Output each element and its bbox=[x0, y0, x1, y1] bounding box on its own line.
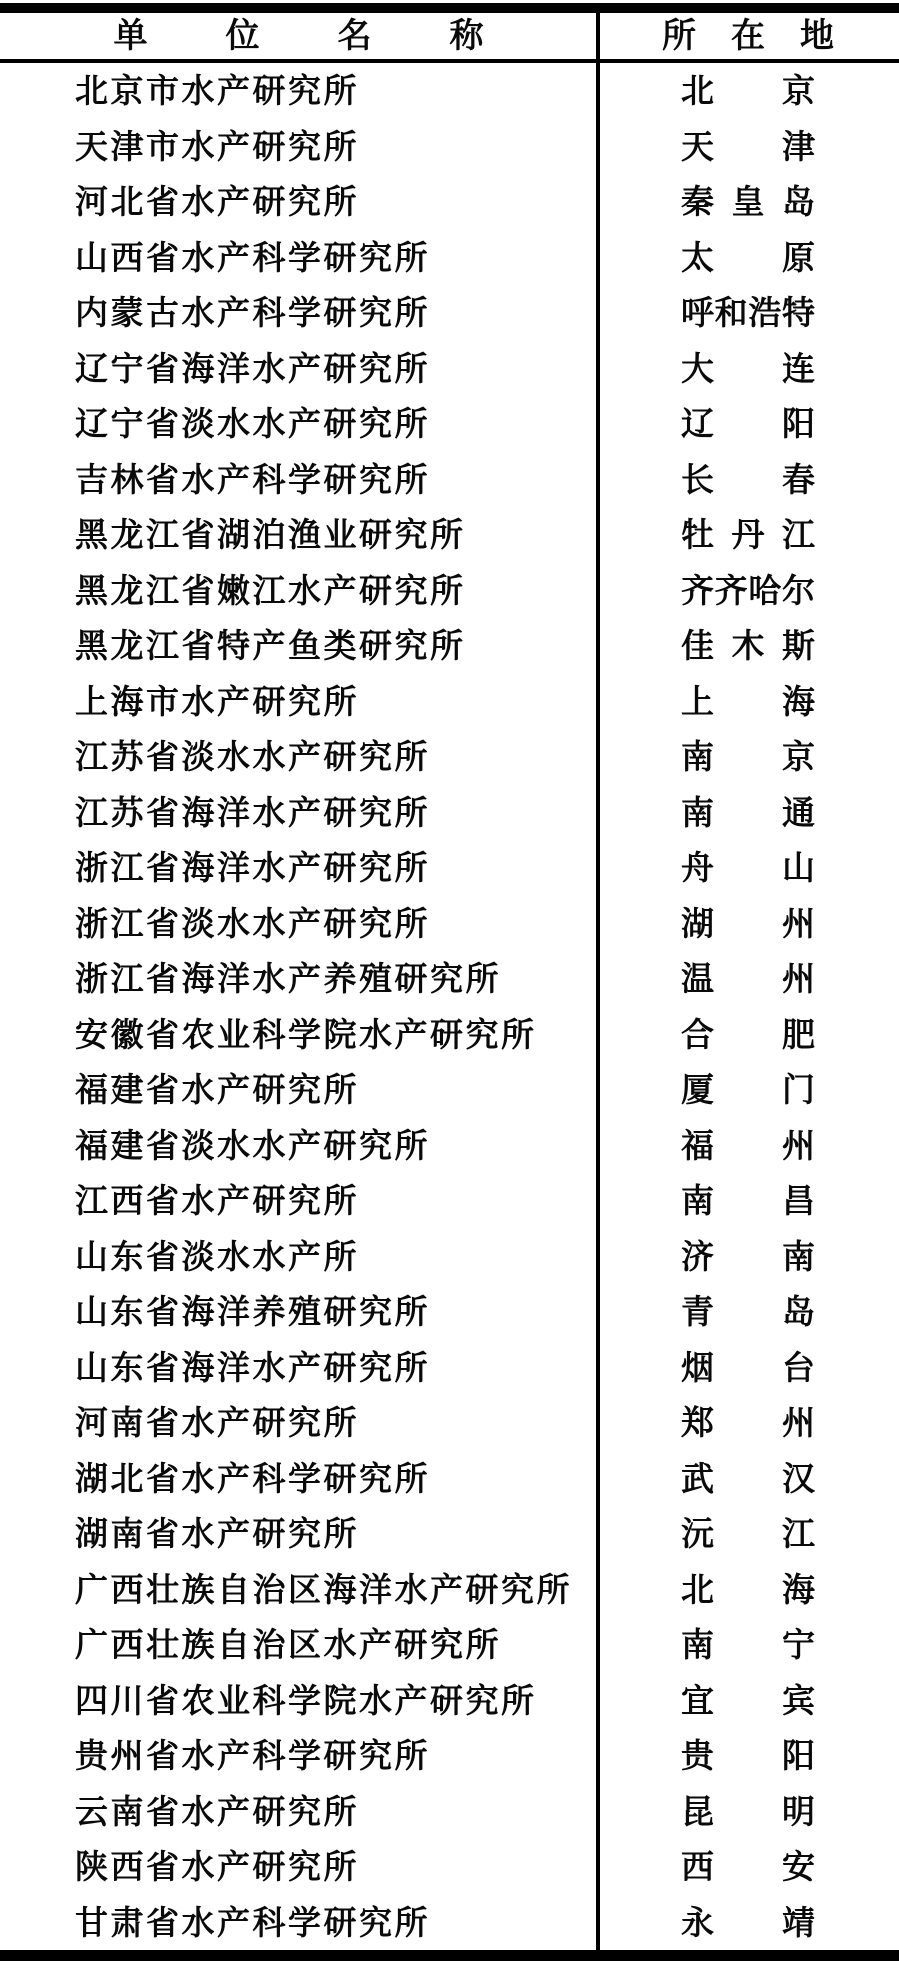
unit-name-cell: 黑龙江省特产鱼类研究所 bbox=[75, 627, 466, 665]
location-char: 岛 bbox=[782, 1293, 815, 1331]
location-text bbox=[681, 1792, 815, 1830]
location-text bbox=[681, 1459, 815, 1497]
unit-name-cell: 辽宁省海洋水产研究所 bbox=[75, 349, 430, 387]
location-char: 辽 bbox=[681, 405, 714, 443]
unit-name-cell: 内蒙古水产科学研究所 bbox=[75, 294, 430, 332]
header-unit-name-cell bbox=[0, 13, 597, 59]
location-char: 州 bbox=[782, 1404, 815, 1442]
location-char: 佳 bbox=[681, 627, 714, 665]
location-char: 天 bbox=[681, 127, 714, 165]
unit-name-cell: 江苏省海洋水产研究所 bbox=[75, 793, 430, 831]
location-cell bbox=[597, 904, 899, 942]
location-cell bbox=[597, 1737, 899, 1775]
location-text bbox=[681, 1681, 815, 1719]
unit-name-cell: 浙江省海洋水产养殖研究所 bbox=[75, 960, 501, 998]
location-char: 武 bbox=[681, 1459, 714, 1497]
location-cell bbox=[597, 1903, 899, 1941]
table-row bbox=[0, 1173, 899, 1229]
table-row bbox=[0, 1839, 899, 1895]
location-char: 通 bbox=[782, 793, 815, 831]
location-text bbox=[681, 1348, 815, 1386]
location-char: 丹 bbox=[731, 516, 765, 554]
location-char: 南 bbox=[782, 1237, 815, 1275]
location-char: 连 bbox=[782, 349, 815, 387]
location-char: 津 bbox=[782, 127, 815, 165]
unit-name-cell: 天津市水产研究所 bbox=[75, 127, 359, 165]
location-text bbox=[681, 183, 815, 221]
header-location-label bbox=[662, 19, 834, 53]
location-char: 北 bbox=[681, 1570, 714, 1608]
location-text bbox=[681, 1848, 815, 1886]
unit-name-cell: 福建省水产研究所 bbox=[75, 1071, 359, 1109]
location-cell bbox=[597, 682, 899, 720]
location-text bbox=[681, 1237, 815, 1275]
location-text bbox=[681, 1404, 815, 1442]
table-row bbox=[0, 1728, 899, 1784]
unit-name-cell: 湖南省水产研究所 bbox=[75, 1515, 359, 1553]
location-text bbox=[681, 960, 815, 998]
location-char: 北 bbox=[681, 72, 714, 110]
unit-name-cell: 陕西省水产研究所 bbox=[75, 1848, 359, 1886]
table-row bbox=[0, 1617, 899, 1673]
unit-name-cell: 黑龙江省嫩江水产研究所 bbox=[75, 571, 466, 609]
location-char: 郑 bbox=[681, 1404, 714, 1442]
location-char: 南 bbox=[681, 738, 714, 776]
location-cell bbox=[597, 1404, 899, 1442]
location-text bbox=[681, 682, 815, 720]
header-char: 名 bbox=[337, 17, 372, 55]
location-char: 靖 bbox=[782, 1903, 815, 1941]
header-char: 地 bbox=[800, 17, 834, 55]
location-char: 州 bbox=[782, 960, 815, 998]
location-cell bbox=[597, 1626, 899, 1664]
unit-name-cell: 山东省海洋养殖研究所 bbox=[75, 1293, 430, 1331]
table-row bbox=[0, 285, 899, 341]
location-text bbox=[681, 1015, 815, 1053]
location-cell bbox=[597, 571, 899, 609]
table-header-row bbox=[0, 13, 899, 59]
location-cell bbox=[597, 1293, 899, 1331]
location-char: 肥 bbox=[782, 1015, 815, 1053]
location-text bbox=[681, 294, 815, 332]
unit-name-cell: 吉林省水产科学研究所 bbox=[75, 460, 430, 498]
location-cell bbox=[597, 516, 899, 554]
location-char: 昆 bbox=[681, 1792, 714, 1830]
location-cell bbox=[597, 294, 899, 332]
location-cell bbox=[597, 127, 899, 165]
location-char: 永 bbox=[681, 1903, 714, 1941]
unit-name-cell: 上海市水产研究所 bbox=[75, 682, 359, 720]
table-row bbox=[0, 507, 899, 563]
location-char: 山 bbox=[782, 849, 815, 887]
table-row bbox=[0, 1284, 899, 1340]
location-char: 海 bbox=[782, 682, 815, 720]
location-cell bbox=[597, 738, 899, 776]
table-row bbox=[0, 674, 899, 730]
location-text bbox=[681, 238, 815, 276]
location-char: 京 bbox=[782, 72, 815, 110]
location-char: 宜 bbox=[681, 1681, 714, 1719]
location-char: 阳 bbox=[782, 405, 815, 443]
location-cell bbox=[597, 1237, 899, 1275]
location-char: 烟 bbox=[681, 1348, 714, 1386]
location-char: 昌 bbox=[782, 1182, 815, 1220]
table-row bbox=[0, 63, 899, 119]
table-row bbox=[0, 1895, 899, 1951]
unit-name-cell: 黑龙江省湖泊渔业研究所 bbox=[75, 516, 466, 554]
location-text bbox=[681, 1626, 815, 1664]
column-divider-rule bbox=[596, 3, 600, 1953]
unit-name-cell: 北京市水产研究所 bbox=[75, 72, 359, 110]
location-char: 明 bbox=[782, 1792, 815, 1830]
location-char: 济 bbox=[681, 1237, 714, 1275]
location-text bbox=[681, 405, 815, 443]
unit-name-cell: 甘肃省水产科学研究所 bbox=[75, 1903, 430, 1941]
location-char: 和 bbox=[714, 294, 748, 332]
location-char: 尔 bbox=[781, 571, 815, 609]
location-cell bbox=[597, 1570, 899, 1608]
location-char: 秦 bbox=[681, 183, 714, 221]
location-cell bbox=[597, 1459, 899, 1497]
table-row bbox=[0, 1395, 899, 1451]
table-row bbox=[0, 618, 899, 674]
bottom-rule bbox=[0, 1950, 899, 1961]
top-rule bbox=[0, 3, 899, 13]
unit-name-cell: 浙江省淡水水产研究所 bbox=[75, 904, 430, 942]
location-char: 台 bbox=[782, 1348, 815, 1386]
location-cell bbox=[597, 1792, 899, 1830]
location-text bbox=[681, 793, 815, 831]
location-text bbox=[681, 571, 815, 609]
table-row bbox=[0, 1229, 899, 1285]
unit-name-cell: 安徽省农业科学院水产研究所 bbox=[75, 1015, 537, 1053]
location-char: 斯 bbox=[782, 627, 815, 665]
location-cell bbox=[597, 849, 899, 887]
location-cell bbox=[597, 1071, 899, 1109]
location-cell bbox=[597, 72, 899, 110]
location-char: 合 bbox=[681, 1015, 714, 1053]
location-char: 南 bbox=[681, 1626, 714, 1664]
header-char: 所 bbox=[662, 17, 696, 55]
location-cell bbox=[597, 627, 899, 665]
location-text bbox=[681, 738, 815, 776]
unit-name-cell: 福建省淡水水产研究所 bbox=[75, 1126, 430, 1164]
table-row bbox=[0, 1562, 899, 1618]
table-row bbox=[0, 1340, 899, 1396]
location-char: 宾 bbox=[782, 1681, 815, 1719]
location-char: 州 bbox=[782, 904, 815, 942]
location-char: 青 bbox=[681, 1293, 714, 1331]
header-char: 位 bbox=[225, 17, 260, 55]
unit-name-cell: 广西壮族自治区海洋水产研究所 bbox=[75, 1570, 572, 1608]
location-text bbox=[681, 460, 815, 498]
unit-name-cell: 河北省水产研究所 bbox=[75, 183, 359, 221]
table-row bbox=[0, 896, 899, 952]
header-location-cell bbox=[597, 13, 899, 59]
unit-name-cell: 贵州省水产科学研究所 bbox=[75, 1737, 430, 1775]
table-row bbox=[0, 1506, 899, 1562]
location-char: 齐 bbox=[714, 571, 748, 609]
location-cell bbox=[597, 183, 899, 221]
unit-name-cell: 江西省水产研究所 bbox=[75, 1182, 359, 1220]
location-text bbox=[681, 904, 815, 942]
location-char: 呼 bbox=[681, 294, 714, 332]
table-row bbox=[0, 840, 899, 896]
table-row bbox=[0, 1451, 899, 1507]
location-char: 福 bbox=[681, 1126, 714, 1164]
table-row bbox=[0, 1118, 899, 1174]
location-cell bbox=[597, 238, 899, 276]
location-char: 舟 bbox=[681, 849, 714, 887]
table-row bbox=[0, 1784, 899, 1840]
unit-name-cell: 河南省水产研究所 bbox=[75, 1404, 359, 1442]
table-row bbox=[0, 729, 899, 785]
location-char: 春 bbox=[782, 460, 815, 498]
table-row bbox=[0, 341, 899, 397]
unit-name-cell: 云南省水产研究所 bbox=[75, 1792, 359, 1830]
location-char: 安 bbox=[782, 1848, 815, 1886]
location-char: 长 bbox=[681, 460, 714, 498]
location-char: 汉 bbox=[782, 1459, 815, 1497]
location-char: 贵 bbox=[681, 1737, 714, 1775]
location-cell bbox=[597, 1681, 899, 1719]
location-cell bbox=[597, 349, 899, 387]
location-char: 厦 bbox=[681, 1071, 714, 1109]
location-char: 浩 bbox=[748, 294, 782, 332]
location-cell bbox=[597, 405, 899, 443]
location-char: 特 bbox=[781, 294, 815, 332]
location-text bbox=[681, 849, 815, 887]
location-char: 沅 bbox=[681, 1515, 714, 1553]
location-text bbox=[681, 1126, 815, 1164]
location-char: 温 bbox=[681, 960, 714, 998]
location-cell bbox=[597, 1515, 899, 1553]
location-text bbox=[681, 1903, 815, 1941]
location-char: 门 bbox=[782, 1071, 815, 1109]
location-cell bbox=[597, 1848, 899, 1886]
location-char: 齐 bbox=[681, 571, 714, 609]
table-row bbox=[0, 119, 899, 175]
unit-name-cell: 山西省水产科学研究所 bbox=[75, 238, 430, 276]
location-char: 岛 bbox=[782, 183, 815, 221]
location-text bbox=[681, 1737, 815, 1775]
location-char: 牡 bbox=[681, 516, 714, 554]
table-row bbox=[0, 230, 899, 286]
unit-name-cell: 湖北省水产科学研究所 bbox=[75, 1459, 430, 1497]
location-cell bbox=[597, 1182, 899, 1220]
location-char: 哈 bbox=[748, 571, 782, 609]
location-char: 大 bbox=[681, 349, 714, 387]
location-cell bbox=[597, 1348, 899, 1386]
location-text bbox=[681, 1570, 815, 1608]
location-text bbox=[681, 1071, 815, 1109]
location-text bbox=[681, 72, 815, 110]
header-unit-name-label bbox=[114, 19, 484, 53]
location-cell bbox=[597, 960, 899, 998]
unit-name-cell: 广西壮族自治区水产研究所 bbox=[75, 1626, 501, 1664]
location-char: 南 bbox=[681, 1182, 714, 1220]
location-text bbox=[681, 127, 815, 165]
header-char: 单 bbox=[113, 17, 148, 55]
location-cell bbox=[597, 793, 899, 831]
location-char: 湖 bbox=[681, 904, 714, 942]
table-row bbox=[0, 785, 899, 841]
location-char: 西 bbox=[681, 1848, 714, 1886]
location-char: 江 bbox=[782, 516, 815, 554]
location-char: 海 bbox=[782, 1570, 815, 1608]
header-char: 在 bbox=[731, 17, 765, 55]
location-text bbox=[681, 1515, 815, 1553]
location-cell bbox=[597, 460, 899, 498]
unit-name-cell: 四川省农业科学院水产研究所 bbox=[75, 1681, 537, 1719]
location-char: 木 bbox=[731, 627, 765, 665]
location-char: 阳 bbox=[782, 1737, 815, 1775]
location-text bbox=[681, 349, 815, 387]
location-char: 江 bbox=[782, 1515, 815, 1553]
location-text bbox=[681, 516, 815, 554]
table-row bbox=[0, 951, 899, 1007]
table-row bbox=[0, 1062, 899, 1118]
table-row bbox=[0, 174, 899, 230]
location-cell bbox=[597, 1015, 899, 1053]
location-text bbox=[681, 1293, 815, 1331]
table-row bbox=[0, 1673, 899, 1729]
location-char: 上 bbox=[681, 682, 714, 720]
location-text bbox=[681, 1182, 815, 1220]
unit-name-cell: 浙江省海洋水产研究所 bbox=[75, 849, 430, 887]
location-cell bbox=[597, 1126, 899, 1164]
table-body bbox=[0, 63, 899, 1950]
table-row bbox=[0, 563, 899, 619]
location-char: 州 bbox=[782, 1126, 815, 1164]
location-char: 南 bbox=[681, 793, 714, 831]
unit-name-cell: 江苏省淡水水产研究所 bbox=[75, 738, 430, 776]
location-char: 京 bbox=[782, 738, 815, 776]
unit-name-cell: 辽宁省淡水水产研究所 bbox=[75, 405, 430, 443]
unit-name-cell: 山东省海洋水产研究所 bbox=[75, 1348, 430, 1386]
location-char: 原 bbox=[782, 238, 815, 276]
unit-name-cell: 山东省淡水水产所 bbox=[75, 1237, 359, 1275]
header-char: 称 bbox=[449, 17, 484, 55]
table-row bbox=[0, 396, 899, 452]
location-text bbox=[681, 627, 815, 665]
location-char: 太 bbox=[681, 238, 714, 276]
location-char: 宁 bbox=[782, 1626, 815, 1664]
table-row bbox=[0, 1007, 899, 1063]
table-row bbox=[0, 452, 899, 508]
location-char: 皇 bbox=[731, 183, 765, 221]
